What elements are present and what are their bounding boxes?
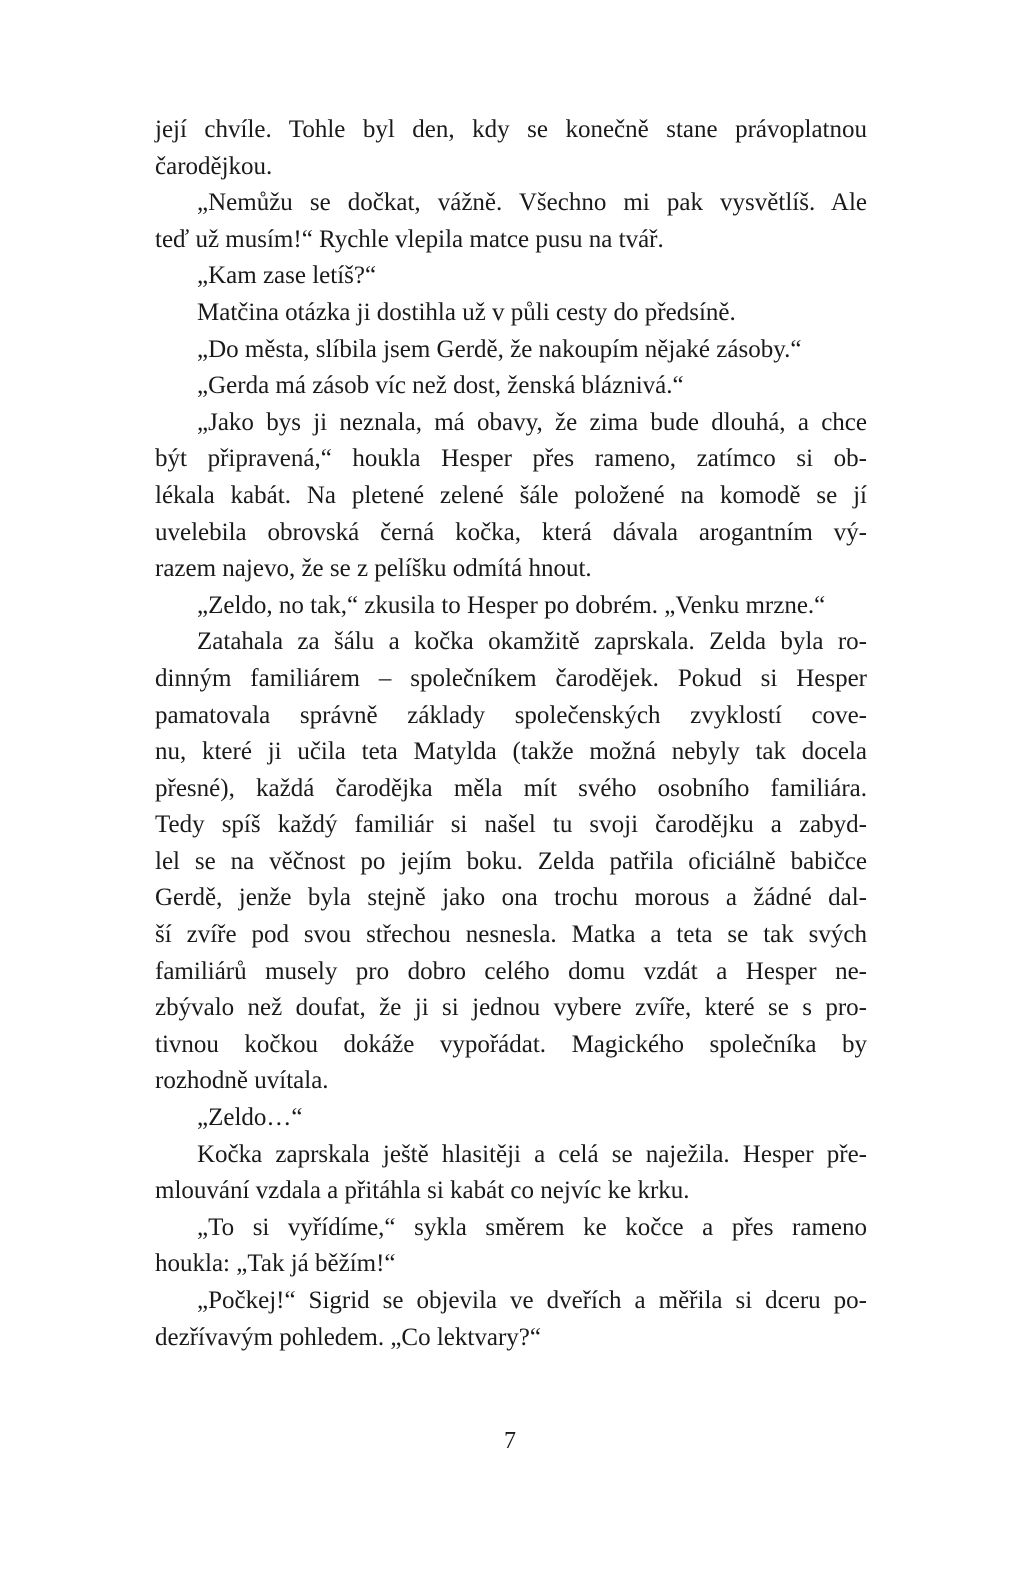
- text-line: razem najevo, že se z pelíšku odmítá hnout.: [155, 555, 592, 583]
- text-line: Tedy spíš každý familiár si našel tu svoji čarodějku a zabyd-: [155, 811, 867, 839]
- text-line: lékala kabát. Na pletené zelené šále položené na komodě se jí: [155, 481, 867, 509]
- text-line: „To si vyřídíme,“ sykla směrem ke kočce a přes rameno: [197, 1213, 867, 1241]
- text-line: lel se na věčnost po jejím boku. Zelda patřila oficiálně babičce: [155, 847, 867, 875]
- text-line: pamatovala správně základy společenských zvyklostí cove-: [155, 701, 867, 729]
- text-line: Matčina otázka ji dostihla už v půli cesty do předsíně.: [197, 298, 736, 326]
- text-line: „Zeldo, no tak,“ zkusila to Hesper po dobrém. „Venku mrzne.“: [197, 591, 826, 619]
- text-line: uvelebila obrovská černá kočka, která dávala arogantním vý-: [155, 518, 867, 546]
- text-line: její chvíle. Tohle byl den, kdy se konečně stane právoplatnou: [155, 116, 867, 143]
- text-line: „Zeldo…“: [197, 1104, 303, 1132]
- text-line: čarodějkou.: [155, 152, 273, 180]
- text-line: dinným familiárem – společníkem čarodějek. Pokud si Hesper: [155, 664, 867, 692]
- text-line: „Počkej!“ Sigrid se objevila ve dveřích a měřila si dceru po-: [197, 1287, 867, 1314]
- text-line: nu, které ji učila teta Matylda (takže možná nebyly tak docela: [155, 738, 867, 766]
- text-line: houkla: „Tak já běžím!“: [155, 1250, 396, 1278]
- text-line: Gerdě, jenže byla stejně jako ona trochu morous a žádné dal-: [155, 884, 867, 912]
- text-line: přesné), každá čarodějka měla mít svého osobního familiára.: [155, 774, 867, 802]
- text-line: „Do města, slíbila jsem Gerdě, že nakoupím nějaké zásoby.“: [197, 335, 802, 363]
- text-line: „Jako bys ji neznala, má obavy, že zima bude dlouhá, a chce: [197, 408, 867, 436]
- text-line: tivnou kočkou dokáže vypořádat. Magického společníka by: [155, 1030, 867, 1058]
- text-line: Zatahala za šálu a kočka okamžitě zaprskala. Zelda byla ro-: [197, 628, 867, 656]
- text-line: Kočka zaprskala ještě hlasitěji a celá se naježila. Hesper pře-: [197, 1140, 867, 1168]
- text-line: dezřívavým pohledem. „Co lektvary?“: [155, 1323, 541, 1351]
- text-line: „Gerda má zásob víc než dost, ženská bláznivá.“: [197, 372, 684, 400]
- text-line: zbývalo než doufat, že ji si jednou vybere zvíře, které se s pro-: [155, 994, 867, 1022]
- text-line: mlouvání vzdala a přitáhla si kabát co nejvíc ke krku.: [155, 1177, 690, 1205]
- text-line: „Nemůžu se dočkat, vážně. Všechno mi pak vysvětlíš. Ale: [197, 189, 867, 217]
- page-number: 7: [504, 1428, 516, 1454]
- text-line: familiárů musely pro dobro celého domu vzdát a Hesper ne-: [155, 957, 867, 985]
- text-line: teď už musím!“ Rychle vlepila matce pusu na tvář.: [155, 225, 664, 253]
- text-line: rozhodně uvítala.: [155, 1067, 329, 1095]
- text-line: ší zvíře pod svou střechou nesnesla. Matka a teta se tak svých: [155, 921, 867, 949]
- text-line: „Kam zase letíš?“: [197, 262, 377, 290]
- text-line: být připravená,“ houkla Hesper přes rameno, zatímco si ob-: [155, 445, 867, 473]
- body-text: [155, 112, 867, 1356]
